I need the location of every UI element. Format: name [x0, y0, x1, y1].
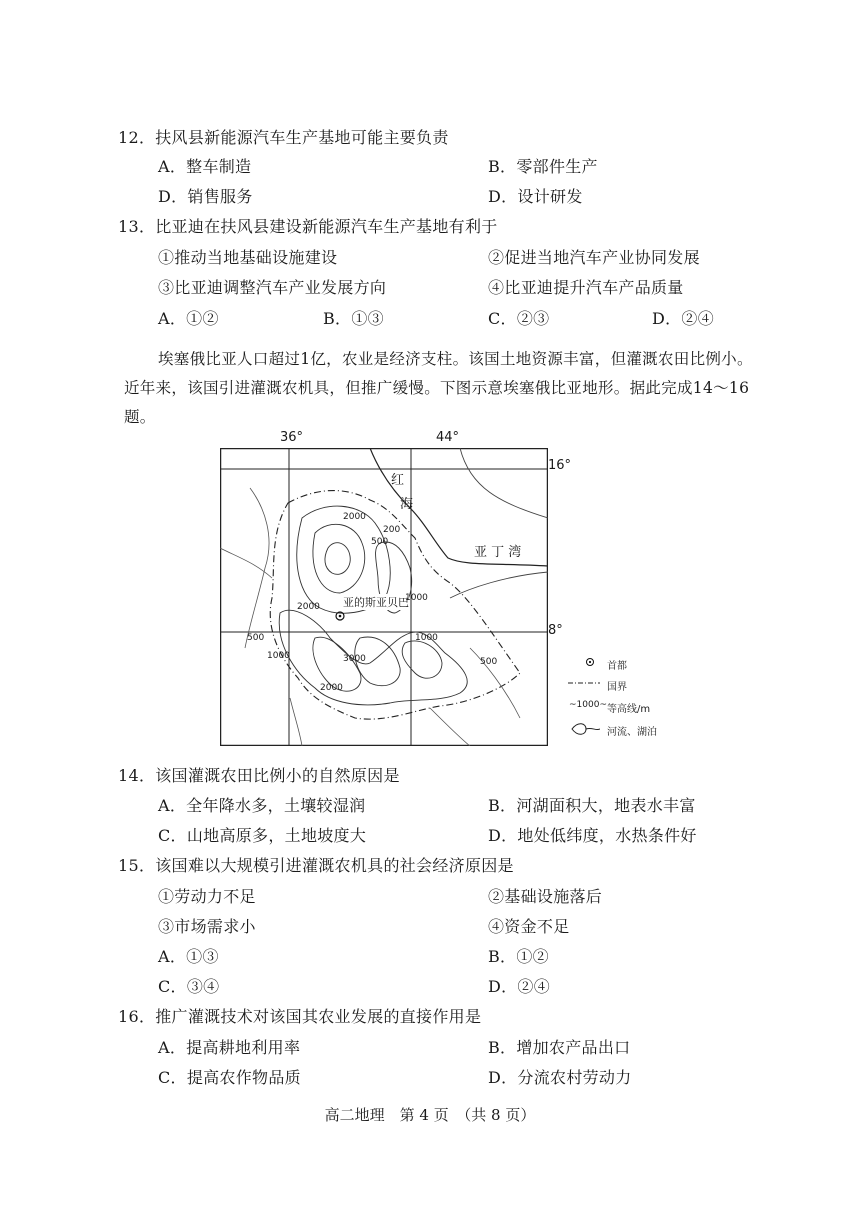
- q16-stem: 16．推广灌溉技术对该国其农业发展的直接作用是: [118, 1007, 482, 1026]
- q12-option-b: B．零部件生产: [488, 157, 598, 176]
- page-footer: 高二地理 第 4 页 （共 8 页）: [324, 1106, 536, 1124]
- q14-option-a: A．全年降水多，土壤较湿润: [158, 796, 366, 815]
- map-lon-label-36: 36°: [280, 430, 304, 445]
- q14-stem: 14．该国灌溉农田比例小的自然原因是: [118, 766, 400, 785]
- q14-option-c: C．山地高原多，土地坡度大: [158, 826, 367, 845]
- q15-option-d: D．②④: [488, 977, 551, 996]
- q15-option-a: A．①③: [158, 947, 219, 966]
- q16-option-c: C．提高农作物品质: [158, 1068, 301, 1087]
- q13-option-a: A．①②: [158, 309, 219, 328]
- q12-stem: 12．扶风县新能源汽车生产基地可能主要负责: [118, 128, 449, 147]
- q15-option-b: B．①②: [488, 947, 549, 966]
- contour-label: 500: [480, 657, 498, 667]
- contour-label: 1000: [415, 633, 438, 643]
- q15-item-1: ①劳动力不足: [158, 887, 256, 906]
- contour-label: 2000: [343, 512, 366, 522]
- q15-option-c: C．③④: [158, 977, 220, 996]
- q16-option-a: A．提高耕地利用率: [158, 1038, 301, 1057]
- map-lat-label-8: 8°: [548, 623, 563, 638]
- map-lon-label-44: 44°: [436, 430, 460, 445]
- contour-label: 200: [383, 525, 401, 535]
- contour-label: 2000: [320, 683, 343, 693]
- q13-option-b: B．①③: [323, 309, 384, 328]
- passage-line-1: 埃塞俄比亚人口超过1亿，农业是经济支柱。该国土地资源丰富，但灌溉农田比例小。: [158, 350, 753, 368]
- legend-river: 河流、湖泊: [607, 727, 657, 738]
- q15-stem: 15．该国难以大规模引进灌溉农机具的社会经济原因是: [118, 856, 514, 875]
- q13-stem: 13．比亚迪在扶风县建设新能源汽车生产基地有利于: [118, 217, 498, 236]
- contour-label: 500: [247, 633, 265, 643]
- q12-option-c: D．销售服务: [158, 187, 253, 206]
- q13-item-2: ②促进当地汽车产业协同发展: [488, 248, 700, 267]
- map-label-gulf-of-aden: 亚 丁 湾: [474, 545, 522, 560]
- q13-option-c: C．②③: [488, 309, 550, 328]
- contour-label: 1000: [405, 593, 428, 603]
- q16-option-b: B．增加农产品出口: [488, 1038, 631, 1057]
- map-lat-label-16: 16°: [548, 458, 572, 473]
- contour-label: 2000: [297, 602, 320, 612]
- q15-item-2: ②基础设施落后: [488, 887, 603, 906]
- passage-line-2: 近年来，该国引进灌溉农机具，但推广缓慢。下图示意埃塞俄比亚地形。据此完成14～16: [124, 379, 750, 397]
- contour-label: 1000: [267, 651, 290, 661]
- q12-option-d: D．设计研发: [488, 187, 583, 206]
- q13-item-3: ③比亚迪调整汽车产业发展方向: [158, 278, 387, 297]
- q15-item-3: ③市场需求小: [158, 917, 256, 936]
- map-label-capital: 亚的斯亚贝巴: [343, 596, 409, 609]
- legend-contour: 等高线/m: [607, 704, 651, 715]
- q13-option-d: D．②④: [652, 309, 715, 328]
- q13-item-4: ④比亚迪提升汽车产品质量: [488, 278, 684, 297]
- legend-capital: 首都: [607, 661, 627, 672]
- q15-item-4: ④资金不足: [488, 917, 570, 936]
- q14-option-b: B．河湖面积大，地表水丰富: [488, 796, 696, 815]
- legend-border: 国界: [607, 682, 627, 693]
- legend-contour-sample: ~1000~: [569, 700, 607, 710]
- contour-label: 3000: [343, 654, 366, 664]
- map-label-red-sea-1: 红: [391, 473, 405, 488]
- q14-option-d: D．地处低纬度，水热条件好: [488, 826, 697, 845]
- q13-item-1: ①推动当地基础设施建设: [158, 248, 338, 267]
- contour-label: 500: [371, 537, 389, 547]
- q12-option-a: A．整车制造: [158, 157, 252, 176]
- map-label-red-sea-2: 海: [400, 497, 414, 512]
- q16-option-d: D．分流农村劳动力: [488, 1068, 632, 1087]
- passage-line-3: 题。: [124, 408, 156, 426]
